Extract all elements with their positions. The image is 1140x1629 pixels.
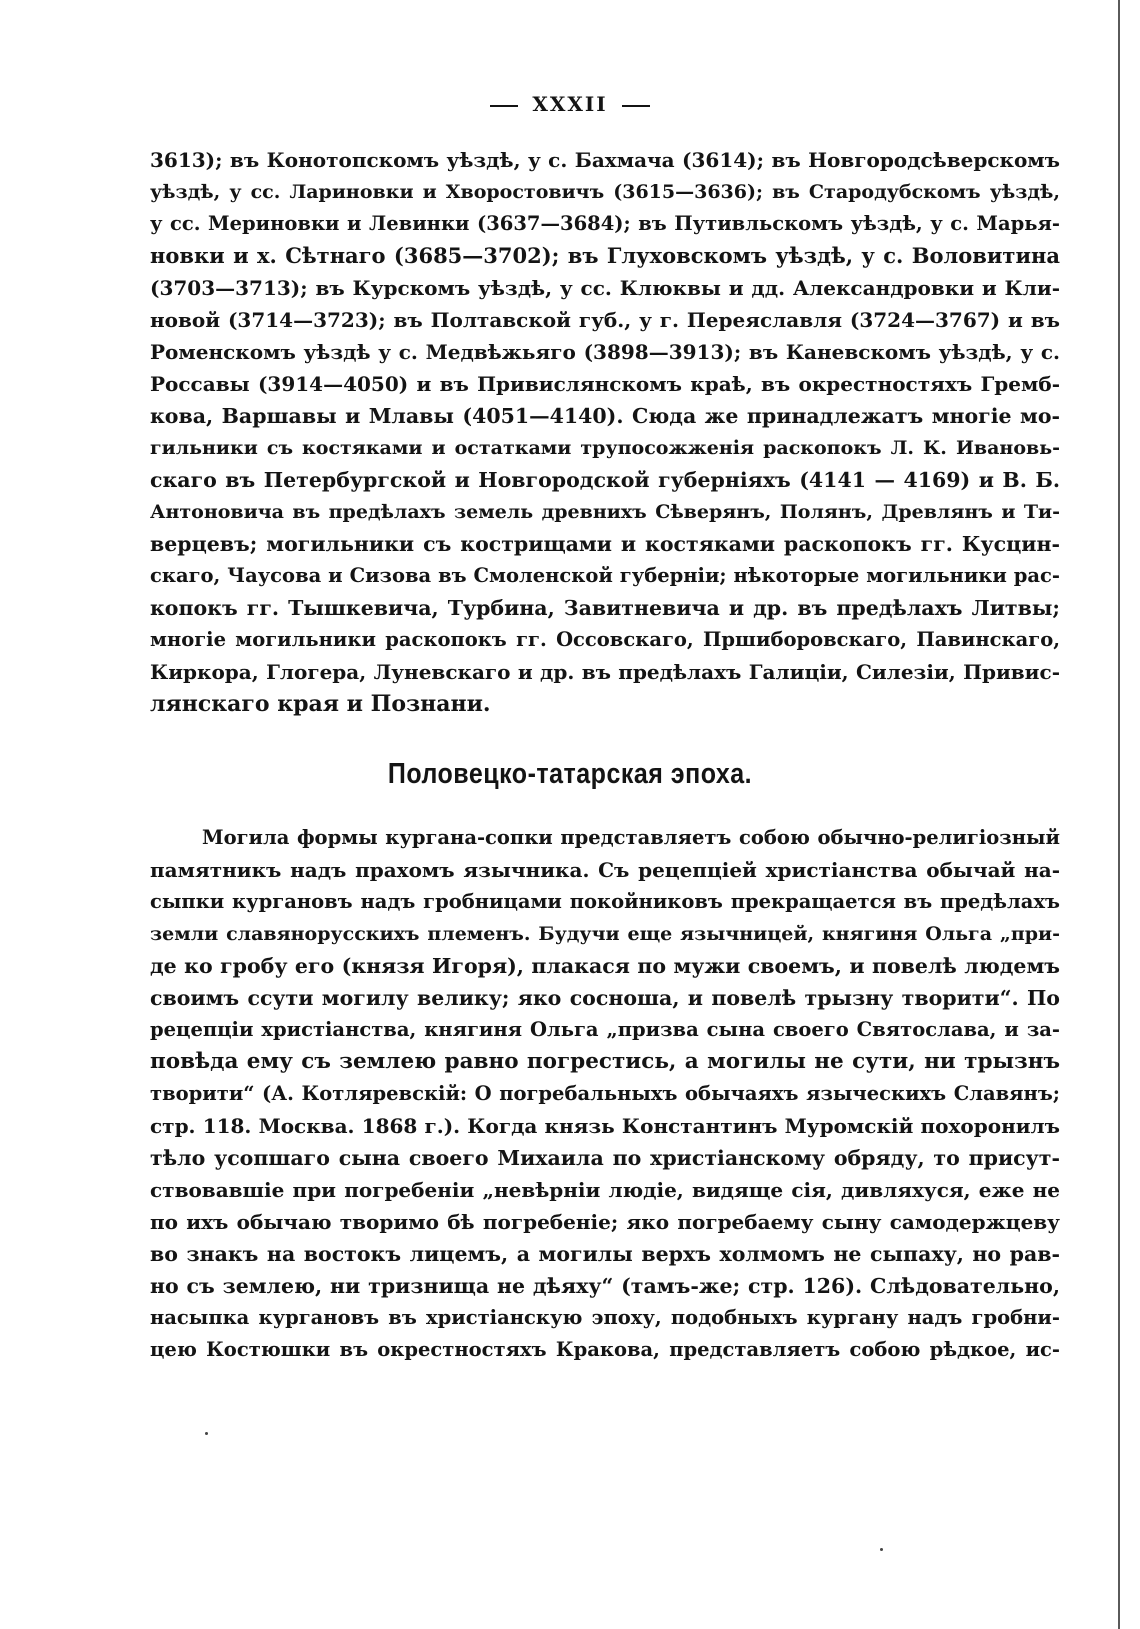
text-line: своимъ ссути могилу велику; яко сосноша, и повелѣ трызну творити“. По [150, 986, 1060, 1010]
text-line: Киркора, Глогера, Луневскаго и др. въ предѣлахъ Галиціи, Силезіи, Привис- [150, 660, 1060, 684]
text-line: скаго, Чаусова и Сизова въ Смоленской губерніи; нѣкоторые могильники рас- [150, 564, 1060, 587]
page-number [0, 92, 1140, 116]
text-line: лянскаго края и Познани. [150, 691, 491, 717]
text-line: насыпка кургановъ въ христіанскую эпоху, подобныхъ кургану надъ гробни- [150, 1306, 1060, 1329]
text-line: рецепціи христіанства, княгиня Ольга „призва сына своего Святослава, и за- [150, 1018, 1060, 1041]
text-line: цею Костюшки въ окрестностяхъ Кракова, представляетъ собою рѣдкое, ис- [150, 1338, 1060, 1361]
text-line: сыпки кургановъ надъ гробницами покойниковъ прекращается въ предѣлахъ [150, 890, 1060, 913]
text-line: творити“ (А. Котляревскій: О погребальныхъ обычаяхъ языческихъ Славянъ; [150, 1082, 1060, 1105]
text-line: тѣло усопшаго сына своего Михаила по христіанскому обряду, то присут- [150, 1146, 1060, 1170]
page-number-text: XXXII [532, 92, 608, 116]
text-line: многіе могильники раскопокъ гг. Оссовскаго, Пршиборовскаго, Павинскаго, [150, 628, 1060, 651]
text-line: повѣда ему съ землею равно погрестись, а могилы не сути, ни трызнъ [150, 1049, 1060, 1074]
text-line: но съ землею, ни тризнища не дѣяху“ (тамъ-же; стр. 126). Слѣдовательно, [150, 1274, 1060, 1298]
text-line: (3703—3713); въ Курскомъ уѣздѣ, у сс. Клюквы и дд. Александровки и Кли- [150, 276, 1060, 300]
text-line: ствовавшіе при погребеніи „невѣрніи людіе, видяще сія, дивляхуся, еже не [150, 1178, 1060, 1202]
dash-left [490, 105, 518, 107]
page-edge-line [1118, 0, 1120, 1629]
text-line: Могила формы кургана-сопки представляетъ собою обычно-религіозный [202, 826, 1060, 849]
text-line: новой (3714—3723); въ Полтавской губ., у г. Переяславля (3724—3767) и въ [150, 308, 1060, 332]
section-heading: Половецко-татарская эпоха. [387, 757, 753, 791]
text-line: копокъ гг. Тышкевича, Турбина, Завитневича и др. въ предѣлахъ Литвы; [150, 596, 1060, 620]
text-line: 3613); въ Конотопскомъ уѣздѣ, у с. Бахмача (3614); въ Новгородсѣверскомъ [150, 148, 1060, 172]
text-line: скаго въ Петербургской и Новгородской губерніяхъ (4141 — 4169) и В. Б. [150, 468, 1060, 492]
text-line: у сс. Мериновки и Левинки (3637—3684); въ Путивльскомъ уѣздѣ, у с. Марья- [150, 212, 1060, 235]
text-line: уѣздѣ, у сс. Лариновки и Хворостовичъ (3615—3636); въ Стародубскомъ уѣздѣ, [150, 181, 1060, 203]
text-line: памятникъ надъ прахомъ язычника. Съ рецепціей христіанства обычай на- [150, 858, 1060, 882]
dash-right [622, 105, 650, 107]
text-line: новки и х. Сѣтнаго (3685—3702); въ Глуховскомъ уѣздѣ, у с. Воловитина [150, 243, 1060, 268]
scan-speck [205, 1432, 208, 1435]
text-line: кова, Варшавы и Млавы (4051—4140). Сюда же принадлежатъ многіе мо- [150, 404, 1060, 428]
scan-speck [880, 1548, 883, 1551]
text-line: Антоновича въ предѣлахъ земель древнихъ Сѣверянъ, Полянъ, Древлянъ и Ти- [150, 501, 1060, 523]
text-line: верцевъ; могильники съ кострищами и костяками раскопокъ гг. Кусцин- [150, 532, 1060, 556]
text-line: Роменскомъ уѣздѣ у с. Медвѣжьяго (3898—3913); въ Каневскомъ уѣздѣ, у с. [150, 340, 1060, 364]
text-line: гильники съ костяками и остатками трупосожженія раскопокъ Л. К. Ивановь- [150, 437, 1060, 459]
text-line: земли славянорусскихъ племенъ. Будучи еще язычницей, княгиня Ольга „при- [150, 923, 1060, 945]
text-line: во знакъ на востокъ лицемъ, а могилы верхъ холмомъ не сыпаху, но рав- [150, 1242, 1060, 1266]
text-line: по ихъ обычаю творимо бѣ погребеніе; яко погребаему сыну самодержцеву [150, 1210, 1060, 1234]
text-line: Россавы (3914—4050) и въ Привислянскомъ краѣ, въ окрестностяхъ Гремб- [150, 372, 1060, 396]
text-line: де ко гробу его (князя Игоря), плакася по мужи своемъ, и повелѣ людемъ [150, 954, 1060, 978]
text-line: стр. 118. Москва. 1868 г.). Когда князь Константинъ Муромскій похоронилъ [150, 1114, 1060, 1138]
